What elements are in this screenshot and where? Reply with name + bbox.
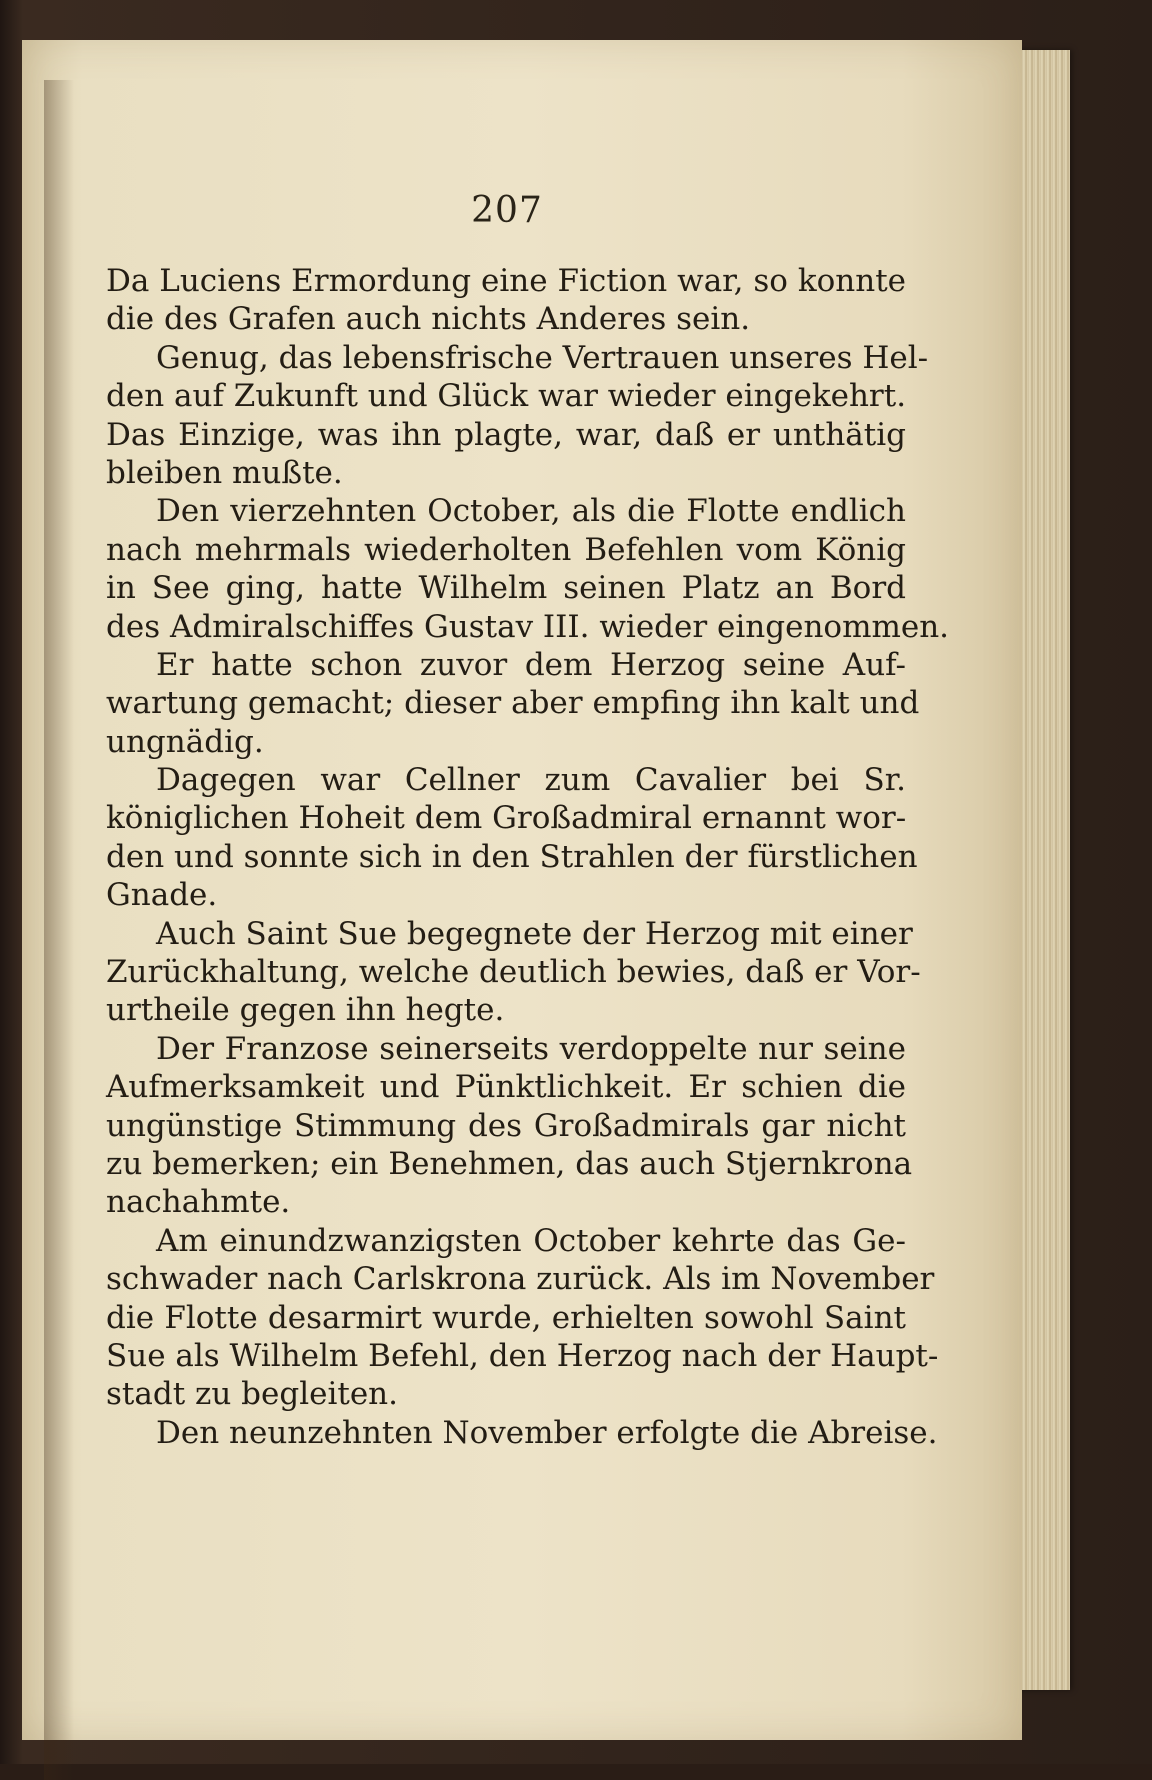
page-number: 207 bbox=[471, 190, 543, 231]
text-line: in See ging, hatte Wilhelm seinen Platz an Bord bbox=[106, 570, 906, 607]
text-line: Genug, das lebensfrische Vertrauen unseres Hel- bbox=[156, 339, 929, 376]
text-line: Am einundzwanzigsten October kehrte das Ge- bbox=[156, 1222, 906, 1259]
text-line: die Flotte desarmirt wurde, erhielten sowohl Saint bbox=[106, 1299, 906, 1336]
text-line: stadt zu begleiten. bbox=[106, 1376, 398, 1413]
text-line: den und sonnte sich in den Strahlen der fürstlichen bbox=[106, 838, 918, 875]
text-line: des Admiralschiffes Gustav III. wieder eingenommen. bbox=[106, 608, 950, 645]
text-line: Den vierzehnten October, als die Flotte endlich bbox=[156, 493, 906, 530]
text-line: den auf Zukunft und Glück war wieder eingekehrt. bbox=[106, 378, 907, 415]
text-line: ungünstige Stimmung des Großadmirals gar nicht bbox=[106, 1107, 906, 1144]
text-line: Dagegen war Cellner zum Cavalier bei Sr. bbox=[156, 762, 906, 799]
text-line: Auch Saint Sue begegnete der Herzog mit einer bbox=[156, 915, 913, 952]
text-line: ungnädig. bbox=[106, 723, 264, 760]
text-line: Sue als Wilhelm Befehl, den Herzog nach der Haupt- bbox=[106, 1337, 939, 1374]
text-line: Gnade. bbox=[106, 877, 218, 914]
binding-shadow bbox=[44, 80, 74, 1780]
text-line: Das Einzige, was ihn plagte, war, daß er unthätig bbox=[106, 416, 906, 453]
text-line: Zurückhaltung, welche deutlich bewies, daß er Vor- bbox=[106, 954, 921, 991]
text-line: Der Franzose seinerseits verdoppelte nur seine bbox=[156, 1030, 906, 1067]
text-line: nachahmte. bbox=[106, 1184, 291, 1221]
text-line: bleiben mußte. bbox=[106, 454, 343, 491]
text-line: schwader nach Carlskrona zurück. Als im November bbox=[106, 1261, 935, 1298]
text-line: königlichen Hoheit dem Großadmiral ernannt wor- bbox=[106, 800, 907, 837]
text-line: wartung gemacht; dieser aber empfing ihn kalt und bbox=[106, 685, 920, 722]
text-line: nach mehrmals wiederholten Befehlen vom König bbox=[106, 531, 906, 568]
text-line: urtheile gegen ihn hegte. bbox=[106, 992, 505, 1029]
text-line: zu bemerken; ein Benehmen, das auch Stjernkrona bbox=[106, 1145, 913, 1182]
text-line: Den neunzehnten November erfolgte die Abreise. bbox=[156, 1414, 938, 1451]
text-line: die des Grafen auch nichts Anderes sein. bbox=[106, 301, 751, 338]
text-line: Da Luciens Ermordung eine Fiction war, so konnte bbox=[106, 263, 906, 299]
body-text bbox=[106, 262, 950, 1452]
text-line: Aufmerksamkeit und Pünktlichkeit. Er schien die bbox=[106, 1069, 906, 1106]
book-page bbox=[22, 40, 1022, 1740]
text-line: Er hatte schon zuvor dem Herzog seine Auf- bbox=[156, 646, 906, 683]
